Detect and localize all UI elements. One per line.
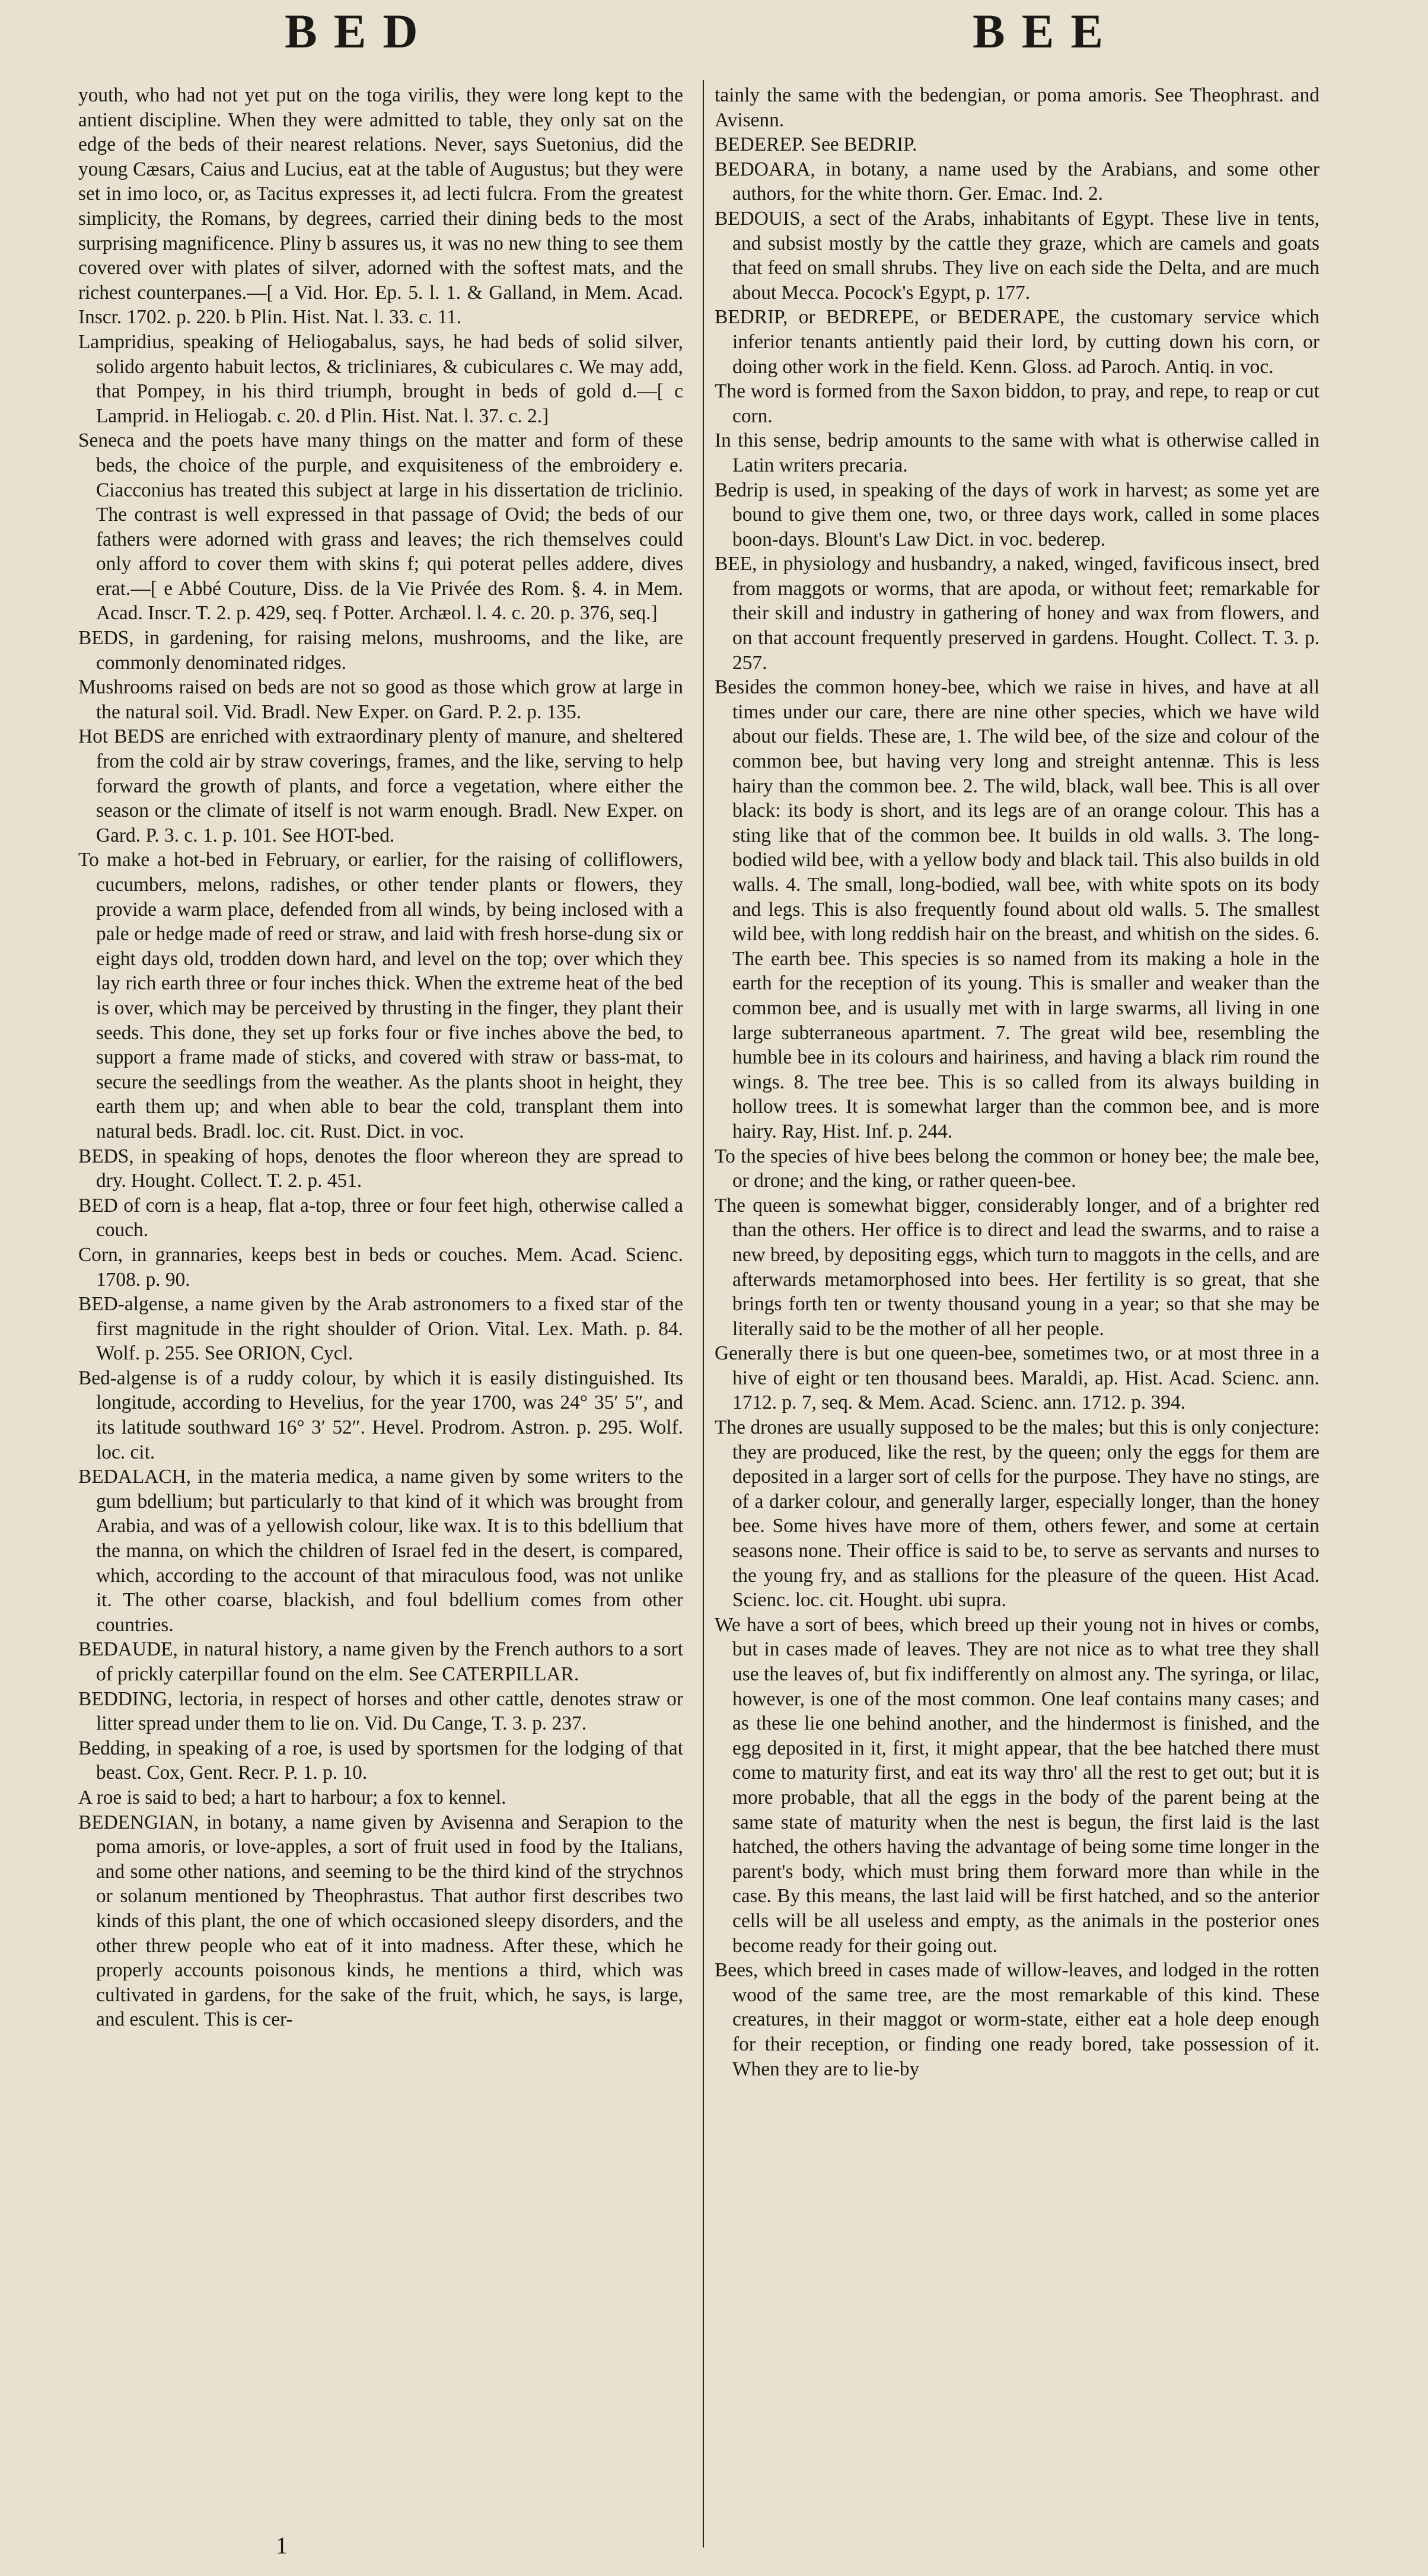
- right-column: [715, 83, 1319, 2081]
- running-head-right: BEE: [973, 4, 1120, 58]
- paragraph: Besides the common honey-bee, which we raise in hives, and have at all times under our care, there are nine other species, which we have wild about our fields. These are, 1. The wild bee, of the size and colour of the common bee, but having very long and streight antennæ. This is less hairy than the common bee. 2. The wild, black, wall bee. This is all over black: its body is short, and its legs are of an orange colour. This has a sting like that of the common bee. It builds in old walls. 3. The long-bodied wild bee, with a yellow body and black tail. This also builds in old walls. 4. The small, long-bodied, wall bee, with white spots on its body and legs. This is also frequently found about old walls. 5. The smallest wild bee, with long reddish hair on the breast, and whitish on the sides. 6. The earth bee. This species is so named from its making a hole in the earth for the reception of its young. This is smaller and weaker than the common bee, and is usually met with in large swarms, all living in one large subterraneous apartment. 7. The great wild bee, resembling the humble bee in its colours and hairiness, and having a black rim round the wings. 8. The tree bee. This is so called from its always building in hollow trees. It is somewhat larger than the common bee, and is more hairy. Ray, Hist. Inf. p. 244.: [715, 676, 1319, 1142]
- paragraph: BEDOUIS, a sect of the Arabs, inhabitants of Egypt. These live in tents, and subsist mostly by the cattle they graze, which are camels and goats that feed on small shrubs. They live on each side the Delta, and are much about Mecca. Pocock's Egypt, p. 177.: [715, 207, 1319, 304]
- paragraph: Bedding, in speaking of a roe, is used by sportsmen for the lodging of that beast. Cox, Gent. Recr. P. 1. p. 10.: [78, 1737, 683, 1784]
- paragraph: youth, who had not yet put on the toga virilis, they were long kept to the antient discipline. When they were admitted to table, they only sat on the edge of the beds of their nearest relations. Never, says Suetonius, did the young Cæsars, Caius and Lucius, eat at the table of Augustus; but they were set in imo loco, or, as Tacitus expresses it, ad lecti fulcra. From the greatest simplicity, the Romans, by degrees, carried their dining beds to the most surprising magnificence. Pliny b assures us, it was no new thing to see them covered over with plates of silver, adorned with the softest mats, and the richest counterpanes.—[ a Vid. Hor. Ep. 5. l. 1. & Galland, in Mem. Acad. Inscr. 1702. p. 220. b Plin. Hist. Nat. l. 33. c. 11.: [78, 84, 683, 329]
- paragraph: BEDALACH, in the materia medica, a name given by some writers to the gum bdellium; but particularly to that kind of it which was brought from Arabia, and was of a yellowish colour, like wax. It is to this bdellium that the manna, on which the children of Israel fed in the desert, is compared, which, according to the account of that miraculous food, was not unlike it. The other coarse, blackish, and foul bdellium comes from other countries.: [78, 1466, 683, 1636]
- paragraph: BEDDING, lectoria, in respect of horses and other cattle, denotes straw or litter spread under them to lie on. Vid. Du Cange, T. 3. p. 237.: [78, 1687, 683, 1735]
- paragraph: In this sense, bedrip amounts to the same with what is otherwise called in Latin writers precaria.: [715, 429, 1319, 476]
- paragraph: BED of corn is a heap, flat a-top, three or four feet high, otherwise called a couch.: [78, 1194, 683, 1241]
- paragraph: Bees, which breed in cases made of willow-leaves, and lodged in the rotten wood of the same tree, are the most remarkable of this kind. These creatures, in their maggot or worm-state, either eat a hole deep enough for their reception, or finding one ready bored, take possession of it. When they are to lie-by: [715, 1959, 1319, 2080]
- paragraph: Bedrip is used, in speaking of the days of work in harvest; as some yet are bound to give them one, two, or three days work, called in some places boon-days. Blount's Law Dict. in voc. bederep.: [715, 479, 1319, 550]
- paragraph: A roe is said to bed; a hart to harbour; a fox to kennel.: [78, 1786, 506, 1808]
- running-head-left: BED: [285, 4, 435, 58]
- paragraph: The drones are usually supposed to be the males; but this is only conjecture: they are produced, like the rest, by the queen; only the eggs for them are deposited in a larger sort of cells for the purpose. They have no stings, are of a darker colour, and generally larger, especially longer, than the honey bee. Some hives have more of them, others fewer, and some at certain seasons none. Their office is said to be, to serve as servants and nurses to the young fry, and as stallions for the pleasure of the queen. Hist Acad. Scienc. loc. cit. Hought. ubi supra.: [715, 1416, 1319, 1612]
- column-divider: [703, 80, 704, 2548]
- paragraph: BEDEREP. See BEDRIP.: [715, 133, 917, 156]
- paragraph: BEDAUDE, in natural history, a name given by the French authors to a sort of prickly caterpillar found on the elm. See CATERPILLAR.: [78, 1638, 683, 1685]
- paragraph: BEDS, in speaking of hops, denotes the floor whereon they are spread to dry. Hought. Collect. T. 2. p. 451.: [78, 1145, 683, 1192]
- paragraph: BEE, in physiology and husbandry, a naked, winged, favificous insect, bred from maggots or worms, that are apoda, or without feet; remarkable for their skill and industry in gathering of honey and wax from flowers, and on that account frequently preserved in gardens. Hought. Collect. T. 3. p. 257.: [715, 553, 1319, 674]
- paragraph: Generally there is but one queen-bee, sometimes two, or at most three in a hive of eight or ten thousand bees. Maraldi, ap. Hist. Acad. Scienc. ann. 1712. p. 7, seq. & Mem. Acad. Scienc. ann. 1712. p. 394.: [715, 1342, 1319, 1414]
- paragraph: Hot BEDS are enriched with extraordinary plenty of manure, and sheltered from the cold air by straw coverings, frames, and the like, serving to help forward the growth of plants, and force a vegetation, where either the season or the climate of itself is not warm enough. Bradl. New Exper. on Gard. P. 3. c. 1. p. 101. See HOT-bed.: [78, 725, 683, 846]
- paragraph: To the species of hive bees belong the common or honey bee; the male bee, or drone; and the king, or rather queen-bee.: [715, 1145, 1319, 1192]
- paragraph: BED-algense, a name given by the Arab astronomers to a fixed star of the first magnitude in the right shoulder of Orion. Vital. Lex. Math. p. 84. Wolf. p. 255. See ORION, Cycl.: [78, 1293, 683, 1365]
- page-number: 1: [276, 2532, 288, 2559]
- paragraph: Seneca and the poets have many things on the matter and form of these beds, the choice of the purple, and exquisiteness of the embroidery e. Ciacconius has treated this subject at large in his dissertation de triclinio. The contrast is well expressed in that passage of Ovid; the beds of our fathers were adorned with grass and leaves; the rich themselves could only afford to cover them with skins f; qui poterat pelles addere, dives erat.—[ e Abbé Couture, Diss. de la Vie Privée des Rom. §. 4. in Mem. Acad. Inscr. T. 2. p. 429, seq. f Potter. Archæol. l. 4. c. 20. p. 376, seq.]: [78, 429, 683, 625]
- paragraph: The queen is somewhat bigger, considerably longer, and of a brighter red than the others. Her office is to direct and lead the swarms, and to raise a new breed, by depositing eggs, which turn to maggots in the cells, and are afterwards metamorphosed into bees. Her fertility is so great, that she brings forth ten or twenty thousand young in a year; so that she may be literally said to be the mother of all her people.: [715, 1194, 1319, 1340]
- paragraph: BEDRIP, or BEDREPE, or BEDERAPE, the customary service which inferior tenants antiently paid their lord, by cutting down his corn, or doing other work in the field. Kenn. Gloss. ad Paroch. Antiq. in voc.: [715, 306, 1319, 378]
- paragraph: The word is formed from the Saxon biddon, to pray, and repe, to reap or cut corn.: [715, 380, 1319, 427]
- paragraph: We have a sort of bees, which breed up their young not in hives or combs, but in cases made of leaves. They are not nice as to what tree they shall use the leaves of, but fix indifferently on almost any. The syringa, or lilac, however, is one of the most common. One leaf contains many cases; and as these lie one behind another, and the hindermost is finished, and the egg deposited in it, first, it might appear, that the bee hatched there must come to maturity first, and eat its way thro' all the rest to get out; but it is more probable, that all the eggs in the body of the parent being at the same state of maturity when the nest is begun, the first laid is the last hatched, the others having the advantage of being some time longer in the parent's body, which must bring them forward more than while in the case. By this means, the last laid will be first hatched, and so the anterior cells will be all useless and empty, as the animals in the posterior ones become ready for their going out.: [715, 1613, 1319, 1957]
- left-column: [78, 83, 683, 2032]
- paragraph: Corn, in grannaries, keeps best in beds or couches. Mem. Acad. Scienc. 1708. p. 90.: [78, 1243, 683, 1291]
- paragraph: To make a hot-bed in February, or earlier, for the raising of colliflowers, cucumbers, melons, radishes, or other tender plants or flowers, they provide a warm place, defended from all winds, by being inclosed with a pale or hedge made of reed or straw, and laid with fresh horse-dung six or eight days old, trodden down hard, and level on the top; over which they lay rich earth three or four inches thick. When the extreme heat of the bed is over, which may be perceived by thrusting in the finger, they plant their seeds. This done, they set up forks four or five inches above the bed, to support a frame made of sticks, and covered with straw or bass-mat, to secure the seedlings from the weather. As the plants shoot in height, they earth them up; and when able to bear the cold, transplant them into natural beds. Bradl. loc. cit. Rust. Dict. in voc.: [78, 849, 683, 1142]
- paragraph: BEDOARA, in botany, a name used by the Arabians, and some other authors, for the white thorn. Ger. Emac. Ind. 2.: [715, 158, 1319, 205]
- paragraph: BEDS, in gardening, for raising melons, mushrooms, and the like, are commonly denominated ridges.: [78, 627, 683, 674]
- paragraph: Lampridius, speaking of Heliogabalus, says, he had beds of solid silver, solido argento habuit lectos, & tricliniares, & cubiculares c. We may add, that Pompey, in his third triumph, brought in beds of gold d.—[ c Lamprid. in Heliogab. c. 20. d Plin. Hist. Nat. l. 37. c. 2.]: [78, 330, 683, 427]
- paragraph: tainly the same with the bedengian, or poma amoris. See Theophrast. and Avisenn.: [715, 84, 1319, 131]
- paragraph: Bed-algense is of a ruddy colour, by which it is easily distinguished. Its longitude, according to Hevelius, for the year 1700, was 24° 35′ 5″, and its latitude southward 16° 3′ 52″. Hevel. Prodrom. Astron. p. 295. Wolf. loc. cit.: [78, 1367, 683, 1463]
- paragraph: BEDENGIAN, in botany, a name given by Avisenna and Serapion to the poma amoris, or love-apples, a sort of fruit used in food by the Italians, and some other nations, and seeming to be the third kind of the strychnos or solanum mentioned by Theophrastus. That author first describes two kinds of this plant, the one of which occasioned sleepy disorders, and the other threw people who eat of it into madness. After these, which he properly accounts poisonous kinds, he mentions a third, which was cultivated in gardens, for the sake of the fruit, which, he says, is large, and esculent. This is cer-: [78, 1811, 683, 2031]
- paragraph: Mushrooms raised on beds are not so good as those which grow at large in the natural soil. Vid. Bradl. New Exper. on Gard. P. 2. p. 135.: [78, 676, 683, 723]
